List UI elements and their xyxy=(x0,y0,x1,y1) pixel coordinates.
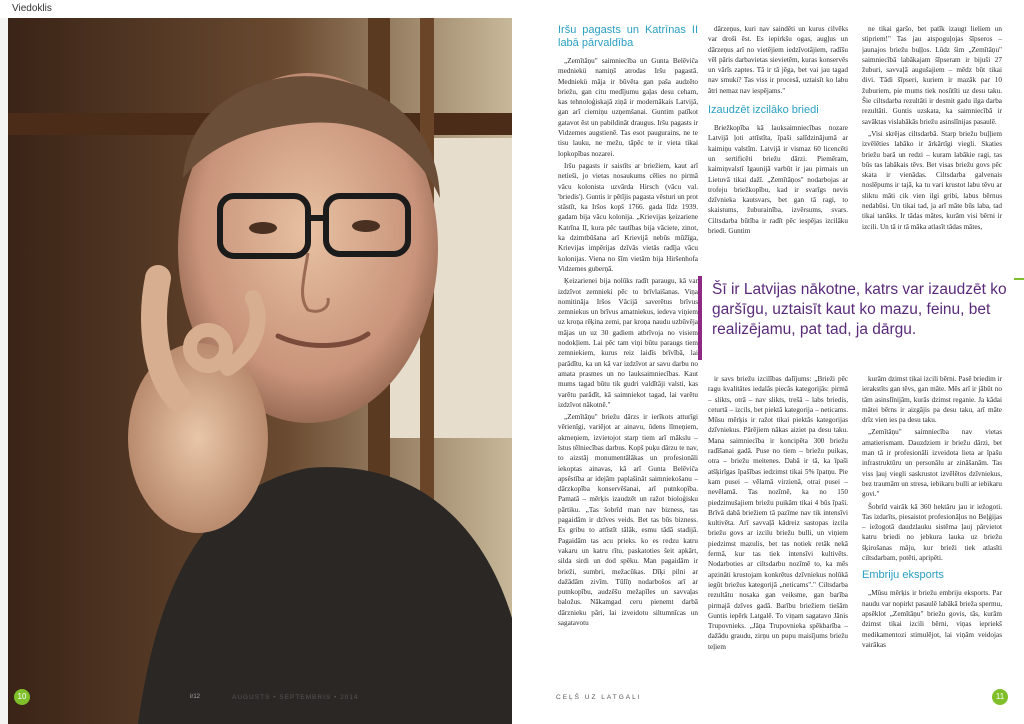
paragraph: Iršu pagasts ir saistīts ar briežiem, kaut arī netieši, jo vietas nosaukums cēlies no pirmā vācu kolonista uzvārda Hirsch (vācu val. 'briedis'). Guntis ir pētījis pagasta vēsturi un prot stāstīt, ka Iršos kopš 1766. gada līdz 1939. gadam bija vācu kolonija. „Krievijas ķeizariene Katrīna II, kura pēc tautības bija vāciete, zinot, ka dzimtbūšana arī Krievijā nebūs mūžīga, Krievijas impērijas dzīvās vietās radīja vācu kolonijas. Viena no šīm vietām bija Hiršenhofa Vidzemes guberņā. xyxy=(558,161,698,273)
paragraph: ir savs briežu izcilības dalījums: „Brieži pēc ragu kvalitātes iedalās piecās kategorijās: pirmā – slikts, otrā – nav slikts, trešā – labs briedis, ceturtā – izcils, bet piektā kategorija – neticams. Mūsu mērķis ir ražot tikai piektās kategorijas dzīvniekus. Pārējiem nākas aiziet pa desu taku. Mana saimniecība ir koncipēta 300 briežu radīšanai gadā. Puse no tiem – briežu puikas, otra – briežu meitenes. Dabā ir tā, ka īpaši atšķirīgas īpašības iedzimst tikai 5% īpatņu. Pie kam pusei – vēlamā virzienā, otrai pusei – nevēlamā. Tas nozīmē, ka no 150 piedzimušajiem briežu puikām tikai 4 būs īpaši. Brīvā dabā briežiem tā pazīme nav tik intensīvi kultivēta. Arī savvaļā kādreiz sastopas izcila briežu govs ar izcilu briežu bulli, un viņiem piedzimst mazulis, bet tas notiek retāk nekā fermā, kur tas tiek intensīvi kultivēts. Nodarboties ar ciltsdarbu nozīmē to, ka mēs apzināti krustojam konkrētus dzīvniekus nolūkā iegūt briežus kategorijā „neticams"." Ciltsdarba rezultātu nosaka gan veiksme, gan barība pirmajā dzīves gadā. Barību briežiem tiešām Guntis iepērk Latgalē. To viņam sagatavo Jānis Trupovnieks. „Jāņa Trupovnieka spēkbarība – dažādu graudu, zirņu un pupu maisījums briežu teļiem xyxy=(708,375,848,651)
page-number-left: 10 xyxy=(14,689,30,705)
paragraph: „Zemītāņu" briežu dārzs ir ierīkots atturīgi vērienīgi, variējot ar ainavu, ūdens līmeņiem, akmeņiem, izvietojot starp tiem arī mākslu – īstus tēlniecības darbus. Kopš puķu dārzu te nav, to aizstāj monumentālākas un profesionāli iekoptas ainavas, kā arī Gunta Belēviča apsēstība ar idejām paplašināt saimniekošanu – dārzkopība konservēšanai, arī putnkopība. Pamatā – mērķis izaudzēt un ražot bioloģisku pārtiku. „Tas šobrīd man nav bizness, tas pagaidām ir dzīves veids. Bet tas būs bizness. Es gribu to attīstīt tālāk, esmu tādā stadijā. Pagaidām tas acu prieks. ko es redzu katru vakaru un katru rītu, paskatoties šeit apkārt, silda sirdi un dod spēku. Man pagaidām ir brieži, sumbri, mežacūkas. Dīķi pilni ar dažādām zivīm. Tūlīņ nodarbošos arī ar putnkopību, audzēšu mežapīles un savvaļas baložus. Nākamgad ceru pienemt darbā dārznieku pāri, lai izveidotu siltumnīcas un sagatavotu xyxy=(558,413,698,628)
paragraph: „Zemītāņu" saimniecība un Gunta Belēviča medniekü namiņš atrodas Iršu pagastā. Medniekü māja ir būvēta gan paša audzēto briežu, gan citu medījumu gaļas desu ceham, kas tehnoloģiskajā ziņā ir modernākais Latvijā, gan arī ciemiņu uzņemšanai. Guntim patīkot gatavot ēst un pabildināt draugus. Iršu pagasts ir Vidzemes augstienē. Tas esot paugurains, ne te tisu lauku, ne mežu, tāpēc te ir vieta tikai lopkopības nozarei. xyxy=(558,57,698,158)
paragraph: „Visi skrējas ciltsdarbā. Starp briežu buļļiem izvēlēties labāko ir ārkārtīgi viegli. Skaties briežu barā un redzi – kuram labākie ragi, tas būs tas labākais tēvs. Bet visas briežu govs pēc skata ir vienādas. Ciltsdarba galvenais noslēpums ir tajā, ka tu vari krustot labu tēvu ar sliktu māti cik vien ilgi gribi, labus bērnus nedabūsi. Un tikai tad, ja arī māte būs laba, tad tikai tanāks. Ir tādas mātes, kurām visi bērni ir izcili. Un tā ir tā māka atlasīt tādas mātes, xyxy=(862,129,1002,231)
magazine-logo: ir12 xyxy=(190,694,201,700)
paragraph: Šobrīd vairāk kā 360 hektāru jau ir iežogoti. Tas izdarīts, piesaistot profesionāļus no Beļģijas – iežogotā daudzlauku sistēma ļauj pārvietot katru briedi no jebkura lauka uz briežu šķirošanas māju, kur brieži tiek atlasīti ciltsdarbam, potēti, apripēti. xyxy=(862,502,1002,563)
paragraph: dārzeņus, kuri nav saindēti un kurus cilvēks var droši ēst. Es iepirkšu ogas, augļus un dārzeņus arī no vietējiem iedzīvotājiem, radīšu vēl pāris darbavietas sievietēm, kuras konservēs un vārīs zaptes. Tā ir tā jēga, bet vai jau tagad nav smuki? Tas viss ir procesā, uztaisīt ko labu ātri nemaz nav iespējams." xyxy=(708,25,848,95)
paragraph: Briežkopība kā lauksaimniecības nozare Latvijā ļoti attīstīta, īpaši salīdzinājumā ar kaimiņu valstīm. Latvijā ir vismaz 60 licencēti un sertificēti briežu dārzi. Piemēram, kaimiņvalstī Igaunijā varbūt ir jau pirmais un Lietuvā tikai dažī. „Zemītāņos" nodarbojas ar trofeju briežkopību, kad ir svarīgs nevis dzīvnieka kautsvars, bet gan tā ragi, to skaistums, žuburainība, izvērsums, svars. Ciltsdarba būtība ir radīt pēc iespējas izcilāku briedi. Guntim xyxy=(708,124,848,236)
subheading-best-deer: Izaudzēt izcilāko briedi xyxy=(708,104,819,117)
paragraph: „Zemītāņu" saimniecība nav vietas amatierismam. Dauzdziem ir briežu dārzi, bet man tā ir profesionāli izveidota lieta ar īpašu infrastruktūru un personālu ar zināšanām. Tas viss ļauj viegli saskrustot izvēlētos dzīvniekus, bez traumām un stresa, iebikaru bulli ar iebikaru govi." xyxy=(862,428,1002,499)
article-column-1 xyxy=(558,24,698,684)
article-column-3 xyxy=(862,24,1002,274)
portrait-illustration xyxy=(8,18,512,724)
article-title: Iršu pagasts un Katrīnas II labā pārvaldība xyxy=(558,24,698,49)
pull-quote-text: Šī ir Latvijas nākotne, katrs var izaudzēt ko garšīgu, uztaisīt kaut ko mazu, feinu, bet realizējamu, pat tad, ja dārgu. xyxy=(712,281,1007,338)
section-label: Viedoklis xyxy=(0,0,512,18)
paragraph: ne tikai garšo, bet patīk izaugt lieliem un stipriem!" Tas jau atspoguļojas šīpseros – jaunajos briežu buļļos. Lūdz šim „Zemītāņu" saimniecībā labākajam šīpseram ir bijuši 27 žuburi, savvaļā augušajiem – mēdz būt tikai divi. Tādi šīpseri, kuriem ir mazāk par 10 žuburiem, pie mums tiek nosūtīti uz desu taku. Šie ciltsdarba rezultāti ir desmit gadu ilga darba rezultāti. Guntis uzskata, ka saimniecībā ir savāktas vislabākās briežu asinslīnijas pasaulē. xyxy=(862,25,1002,126)
paragraph: kurām dzimst tikai izcili bērni. Pasē briedim ir ierakstīts gan tēvs, gan māte. Mēs arī ir jābūt no tām asinslīnijām, kurās dzimst reganie. Ja kādai mātei bērns ir aizgājis pa desu taku, arī māte drīz vien ies pa desu taku. xyxy=(862,375,1002,425)
portrait-photo xyxy=(8,18,512,724)
footer-date: AUGUSTS • SEPTEMBRIS • 2014 xyxy=(232,694,359,701)
article-column-4 xyxy=(708,374,848,684)
subheading-embryo-export: Embriju eksports xyxy=(862,569,944,582)
paragraph: „Mūsu mērķis ir briežu embriju eksports. Par naudu var nopirkt pasaulē labākā brieža spermu, apsēklot „Zemītāņu" briežu govis, tās, kurām dzimst tikai izcili bērni, viņas iepriekš medikamentozi stimulējot, lai viņām veidojas vairākas xyxy=(862,589,1002,649)
footer-magazine-name: CEĻŠ UZ LATGALI xyxy=(556,694,642,701)
pull-quote xyxy=(698,276,1014,360)
page-number-right: 11 xyxy=(992,689,1008,705)
article-column-5 xyxy=(862,374,1002,694)
article-column-2 xyxy=(708,24,848,264)
paragraph: Ķeizarienei bija nolūks radīt paraugu, kā var izdzīvot zemnieki pēc to brīvlaišanas. Viņa nomitināja Iršos Vācijā saverētus brīvus zemniekus un brīvus amatniekus, iedeva viņiem uz kroņa rēķina zemi, par kroņa naudu uzbūvēja mājas un uz 30 gadiem atbrīvoja no visiem nodokļiem. Lai pēc tam viņi būtu paraugs tiem zemniekiem, kurus reiz laidīs brīvībā, lai parādītu, ka un kā var izdzīvot ar savu darbu no amata prasmes un no lauksaimniecības. Kaut mums tagad būtu tik gudri valdītāji valsti, kas varētu parādīt, kā saimniekot tagad, lai varētu izdzīvot nākotnē." xyxy=(558,277,698,409)
